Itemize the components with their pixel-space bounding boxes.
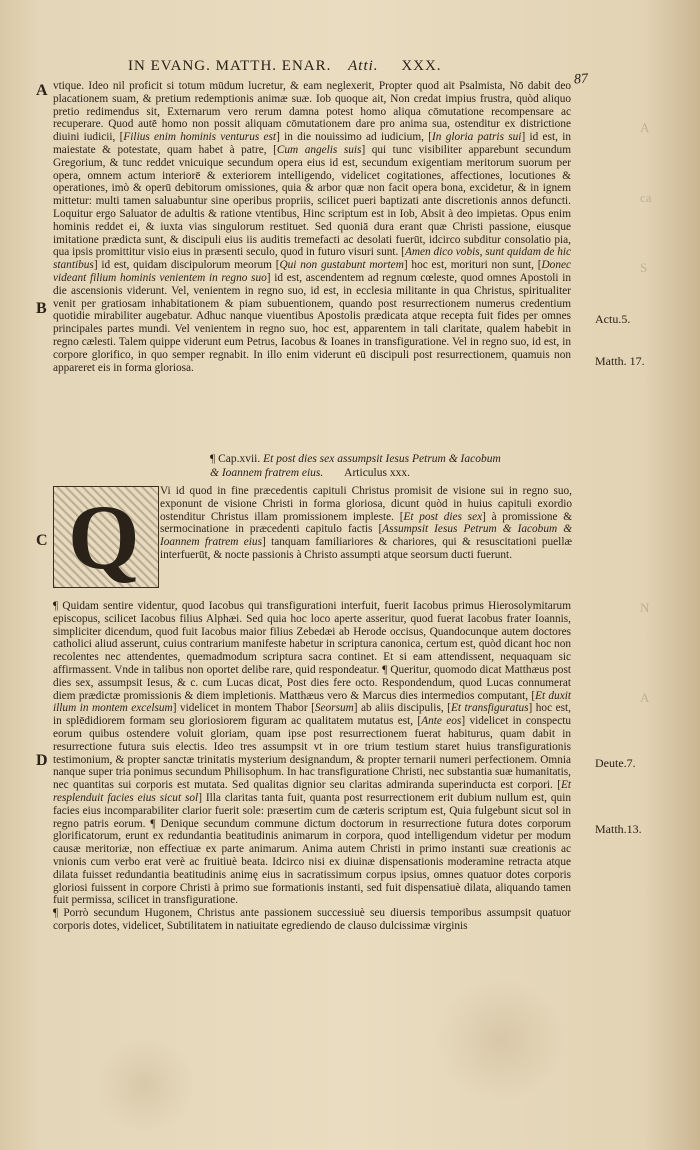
chapter-heading	[210, 452, 510, 480]
running-head-title: IN EVANG. MATTH. ENAR.	[128, 58, 332, 74]
scripture-quote: Cum angelis suis	[276, 143, 362, 156]
scripture-quote: In gloria patris sui	[432, 131, 522, 144]
scripture-quote: Donec videant filium hominis venientem in regno suo	[53, 259, 571, 284]
paragraph: Vi id quod in fine præcedentis capituli Christus promisit de visione sui in regno suo, exponunt de visione Christi in forma gloriosa, dicunt quòd in huius capituli exordio ostenditur Christus illam promissionem impleste. [Et post dies sex] à promissione & sermocinatione in præcedenti capitulo factis [Assumpsit Iesus Petrum & Iacobum & Ioannem fratrem eius] tanquam familiariores & chariores, qui & resuscitationi puellæ interfuerūt, & nocte passionis à Christo assumpti atque seorsum ducti fuerunt.	[160, 485, 573, 561]
side-note-deut-7: Deute.7.	[595, 756, 636, 770]
scripture-quote: Qui non gustabunt mortem	[279, 259, 404, 272]
margin-letter-a: A	[36, 82, 48, 99]
scripture-quote: Filius enim hominis venturus est	[123, 131, 277, 144]
scripture-quote: Ante eos	[421, 715, 462, 728]
scripture-quote: Amen dico vobis, sunt quidam de hic stantibus	[53, 246, 571, 272]
articles-number: XXX.	[401, 58, 442, 74]
paragraph: vtique. Ideo nil proficit si totum mūdum lucretur, & eam neglexerit, Propter quod ait Psalmista, Nō dabit deo placationem suam, & pretium redemptionis animæ suæ. Iob quoque ait, Non credat impius frustra, quòd aliquo pretio redimendus sit, Externarum vero rerum damna potest homo aliqua cōmutatione recompensare ac recuperare. Quod autē homo non possit aliquam cōmutationem dare pro anima sua, ostenditur ex districtione diuini iudicii, [Filius enim hominis venturus est] in die nouissimo ad iudicium, [In gloria patris sui] id est, in maiestate & potestate, quam habet à patre, [Cum angelis suis] qui tunc visibiliter apparebunt secundum Gregorium, & tunc reddet vnicuique secundum opera eius id est, secundum exigentiam meritorum suorum per opera, omnem actum interiorē & exteriorem intelligendo, videlicet cogitationes, affectiones, locutiones & operationes, imò & operū debitorum omissiones, quia & arbor quæ non facit opera bona, excidetur, & in ignem mittetur: multi tamen saluabuntur sine operibus propriis, scilicet pueri baptizati ante discretionis annos defuncti. Loquitur ergo Saluator de adultis & ratione vtentibus, Hinc scriptum est in Iob, Absit à deo impietas. Opus enim hominis reddet ei, & iuxta vias singulorum restituet. Sed quoniā dura erant quæ Christi passione, eiusque imitatione prædicta sunt, & discipuli eius iis auditis tremefacti ac desolati fuerūt, idcirco subditur consolatio pia, qua ipsis promittitur visio eius in præsenti seculo, quod in futuro visuri sunt. [Amen dico vobis, sunt quidam de hic stantibus] id est, quidam discipulorum meorum [Qui non gustabunt mortem] hoc est, morituri non sunt, [Donec videant filium hominis venientem in regno suo] id est, ascendentem ad regnum cœleste, quod omnes Apostoli in die ascensionis viderunt. Vel, venientem in regno suo, id est, in ecclesia militante in qua Christus, spiritualiter venit per gratiosam inhabitationem & piam subuentionem, quando post resurrectionem numerus credentium quotidie mirabiliter augebatur. Adhuc nanque viuentibus Apostolis prædicata atque recepta fuit fides per omnes principales partes mundi. Vel venientem in regno suo, hoc est, apparentem in tali claritate, qualem habebit in regno cælesti. Talem quippe viderunt eum Petrus, Iacobus & Ioanes in transfiguratione. Vel in regno suo, id est, in corpore glorifico, in quo semper regnabit. In illo enim viderunt eū discipuli post resurrectionem, quamuis non appareret eis in forma gloriosa.	[53, 80, 571, 374]
initial-letter: Q	[68, 486, 140, 588]
section-1-text	[53, 80, 571, 374]
articles-label: Atti.	[348, 58, 379, 74]
paper-stain	[430, 980, 570, 1100]
margin-letter-c: C	[36, 532, 48, 549]
chapter-prefix: ¶ Cap.xvii.	[210, 453, 261, 465]
margin-letter-d: D	[36, 752, 48, 769]
scripture-quote: Et resplenduit facies eius sicut sol	[53, 779, 571, 804]
chapter-title: Et post dies sex assumpsit Iesus Petrum & Iacobum & Ioannem fratrem eius.	[210, 453, 501, 479]
paper-stain	[90, 1040, 200, 1130]
book-page: IN EVANG. MATTH. ENAR. Atti. XXX. 87 A B C D Actu.5. Matth. 17. Deute.7. Matth.13. A ca S N A vtique. Ideo nil proficit si totum mūdum lucretur, & eam neglexerit, Propter quod ait Psalmista, Nō dabit deo placationem suam, & pretium redemptionis animæ suæ. Iob quoque ait, Non credat impius frustra, quòd aliquo pretio redimendus sit, Externarum vero rerum damna potest homo aliqua cōmutatione recompensare ac recuperare. Quod autē homo non possit aliquam cōmutationem dare pro anima sua, ostenditur ex districtione diuini iudicii, [Filius enim hominis venturus est] in die nouissimo ad iudicium, [In gloria patris sui] id est, in maiestate & potestate, quam habet à patre, [Cum angelis suis] qui tunc visibiliter apparebunt secundum Gregorium, & tunc reddet vnicuique secundum opera eius id est, secundum exigentiam meritorum suorum per opera, omnem actum interiorē & exteriorem intelligendo, videlicet cogitationes, affectiones, locutiones & operationes, imò & operū debitorum omissiones, quia & arbor quæ non facit opera bona, excidetur, & in ignem mittetur: multi tamen saluabuntur sine operibus propriis, scilicet pueri baptizati ante discretionis annos defuncti. Loquitur ergo Saluator de adultis & ratione vtentibus, Hinc scriptum est in Iob, Absit à deo impietas. Opus enim hominis reddet ei, & iuxta vias singulorum restituet. Sed quoniā dura erant quæ Christi passione, eiusque imitatione prædicta sunt, & discipuli eius iis auditis tremefacti ac desolati fuerūt, idcirco subditur consolatio pia, qua ipsis promittitur visio eius in præsenti seculo, quod in futuro visuri sunt. [Amen dico vobis, sunt quidam de hic stantibus] id est, quidam discipulorum meorum [Qui non gustabunt mortem] hoc est, morituri non sunt, [Donec videant filium hominis venientem in regno suo] id est, ascendentem ad regnum cœleste, quod omnes Apostoli in die ascensionis viderunt. Vel, venientem in regno suo, id est, in ecclesia militante in qua Christus, spiritualiter venit per gratiosam inhabitationem & piam subuentionem, quando post resurrectionem numerus credentium quotidie mirabiliter augebatur. Adhuc nanque viuentibus Apostolis prædicata atque recepta fuit fides per omnes principales partes mundi. Vel venientem in regno suo, hoc est, apparentem in tali claritate, qualem habebit in regno cælesti. Talem quippe viderunt eum Petrus, Iacobus & Ioanes in transfiguratione. Vel in regno suo, id est, in corpore glorifico, in quo semper regnabit. In illo enim viderunt eū discipuli post resurrectionem, quamuis non appareret eis in forma gloriosa. ¶ Cap.xvii. Et post dies sex assumpsit Iesus Petrum & Iacobum & Ioannem fratrem eius. Articulus xxx. Q Vi id quod in fine præcedentis capituli Christus promisit de visione sui in regno suo, exponunt de visione Christi in forma gloriosa, dicunt quòd in huius capituli exordio ostenditur Christus illam promissionem impleste. [Et post dies sex] à promissione & sermocinatione in præcedenti capitulo factis [Assumpsit Iesus Petrum & Iacobum & Ioannem fratrem eius] tanquam familiariores & chariores, qui & resuscitationi puellæ interfuerūt, & nocte passionis à Christo assumpti atque seorsum ducti fuerunt. ¶ Quidam sentire videntur, quod Iacobus qui transfigurationi interfuit, fuerit Iacobus primus Hierosolymitarum episcopus, scilicet Iacobus filius Alphæi. Sed quia hoc loco aperte asseritur, quod fuerat Iacobus frater Ioannis, simpliciter dicendum, quod fuit Iacobus maior filius Zebedæi ab Herode occisus, Quandocunque autem doctores catholici aliud asserunt, cuius contrarium manifeste habetur in scriptura canonica, certum est, quòd dicant hoc non recolentes nec attendentes, quemadmodum scriptura sacra continet. Et si eam attendissent, nequaquam sic affirmassent. Vnde in talibus non oportet delibe rare, quid respondeatur. ¶ Queritur, quomodo dicat Matthæus post dies sex, assumpsit Iesus, & c. cum Lucas dicat, Post dies fere octo. Respondendum, quod Lucas connumerat diem prædictæ promissionis & diem impletionis. Matthæus vero & Marcus dies intermedios computant, [Et duxit illum in montem excelsum] videlicet in montem Thabor [Seorsum] ab aliis discipulis, [Et transfiguratus] hoc est, in splēdidiorem formam seu gloriosiorem figuram ac qualitatem mutatus est, [Ante eos] videlicet in conspectu eorum quibus ostendere voluit gloriam, quam ipse post resurrectionem fuerat habiturus, quam dabit in resurrectione futura suis electis. Ideo tres assumpsit vt in ore trium testium staret huius transfigurationis testimonium, & propter sanctæ trinitatis mysterium designandum, & propter ternarii numeri perfectionem. Omnia nanque super tria ponimus secundum Philisophum. In hac transfiguratione Christi, nec substantia suæ humanitatis, nec quantitas sui corporis est mutata. Sed qualitas dignior seu claritas admiranda superinducta est corpori. [Et resplenduit facies eius sicut sol] Illa claritas tanta fuit, quanta post resurrectionem erit dubium nullum est, quin facies eius incomparabiliter clarior fuerit sole: præsertim cum de cæteris scriptum est, Quia fulgebunt sicut sol in regno patris eorum. ¶ Denique secundum commune dictum doctorum in resurrectione futura dotes corporum glorificatorum, erunt ex redundantia beatitudinis animarum in corpora, quod intelligendum videtur per modum causæ meritoriæ, non effectiuæ ex parte animarum. Anima autem Christi in primo instanti suæ creationis ac vnionis cum verbo erat verè ac fruitiuè beata. Idcirco nisi ex diuinæ dispensationis moderamine retracta atque dilata fuisset redundantia beatitudinis animę eius in sacratissimum corpus ipsius, omnes quatuor dotes corporis gloriosi fuissent in corpore Christi à primo sue formationis instanti, sed fuit dispensatiuè dilata, aliquando tamen fuit permissa, scilicet in transfiguratione. ¶ Porrò secundum Hugonem, Christus ante passionem successiuè seu diuersis temporibus assumpsit quatuor corporis dotes, videlicet, Subtilitatem in natiuitate egrediendo de clauso dulcissimæ virginis	[0, 0, 700, 1150]
side-note-matth-13: Matth.13.	[595, 822, 642, 836]
paragraph: ¶ Porrò secundum Hugonem, Christus ante passionem successiuè seu diuersis temporibus assumpsit quatuor corporis dotes, videlicet, Subtilitatem in natiuitate egrediendo de clauso dulcissimæ virginis	[53, 907, 571, 932]
side-note-matth-17: Matth. 17.	[595, 354, 645, 368]
folio-number: 87	[573, 71, 589, 88]
side-note-acts: Actu.5.	[595, 312, 631, 326]
decorated-initial	[53, 486, 159, 588]
section-3-text	[53, 600, 571, 933]
section-2-text	[160, 485, 572, 562]
scripture-quote: Et duxit illum in montem excelsum	[53, 689, 571, 715]
paragraph: ¶ Quidam sentire videntur, quod Iacobus qui transfigurationi interfuit, fuerit Iacobus primus Hierosolymitarum episcopus, scilicet Iacobus filius Alphæi. Sed quia hoc loco aperte asseritur, quod fuerat Iacobus frater Ioannis, simpliciter dicendum, quod fuit Iacobus maior filius Zebedæi ab Herode occisus, Quandocunque autem doctores catholici aliud asserunt, cuius contrarium manifeste habetur in scriptura canonica, certum est, quòd dicant hoc non recolentes nec attendentes, quemadmodum scriptura sacra continet. Et si eam attendissent, nequaquam sic affirmassent. Vnde in talibus non oportet delibe rare, quid respondeatur. ¶ Queritur, quomodo dicat Matthæus post dies sex, assumpsit Iesus, & c. cum Lucas dicat, Post dies fere octo. Respondendum, quod Lucas connumerat diem prædictæ promissionis & diem impletionis. Matthæus vero & Marcus dies intermedios computant, [Et duxit illum in montem excelsum] videlicet in montem Thabor [Seorsum] ab aliis discipulis, [Et transfiguratus] hoc est, in splēdidiorem formam seu gloriosiorem figuram ac qualitatem mutatus est, [Ante eos] videlicet in conspectu eorum quibus ostendere voluit gloriam, quam ipse post resurrectionem fuerat habiturus, quam dabit in resurrectione futura suis electis. Ideo tres assumpsit vt in ore trium testium staret huius transfigurationis testimonium, & propter sanctæ trinitatis mysterium designandum, & propter ternarii numeri perfectionem. Omnia nanque super tria ponimus secundum Philisophum. In hac transfiguratione Christi, nec substantia suæ humanitatis, nec quantitas sui corporis est mutata. Sed qualitas dignior seu claritas admiranda superinducta est corpori. [Et resplenduit facies eius sicut sol] Illa claritas tanta fuit, quanta post resurrectionem erit dubium nullum est, quin facies eius incomparabiliter clarior fuerit sole: præsertim cum de cæteris scriptum est, Quia fulgebunt sicut sol in regno patris eorum. ¶ Denique secundum commune dictum doctorum in resurrectione futura dotes corporum glorificatorum, erunt ex redundantia beatitudinis animarum in corpora, quod intelligendum videtur per modum causæ meritoriæ, non effectiuæ ex parte animarum. Anima autem Christi in primo instanti suæ creationis ac vnionis cum verbo erat verè ac fruitiuè beata. Idcirco nisi ex diuinæ dispensationis moderamine retracta atque dilata fuisset redundantia beatitudinis animę eius in sacratissimum corpus ipsius, omnes quatuor dotes corporis gloriosi fuissent in corpore Christi à primo sue formationis instanti, sed fuit dispensatiuè dilata, aliquando tamen fuit permissa, scilicet in transfiguratione.	[53, 600, 571, 907]
margin-letter-b: B	[36, 300, 47, 317]
scripture-quote: Et transfiguratus	[450, 702, 529, 715]
scripture-quote: Seorsum	[314, 702, 354, 715]
scripture-quote: Et post dies sex	[403, 510, 483, 523]
scripture-quote: Assumpsit Iesus Petrum & Iacobum & Ioannem fratrem eius	[160, 523, 572, 549]
running-head	[128, 58, 568, 75]
chapter-article: Articulus xxx.	[344, 467, 410, 479]
